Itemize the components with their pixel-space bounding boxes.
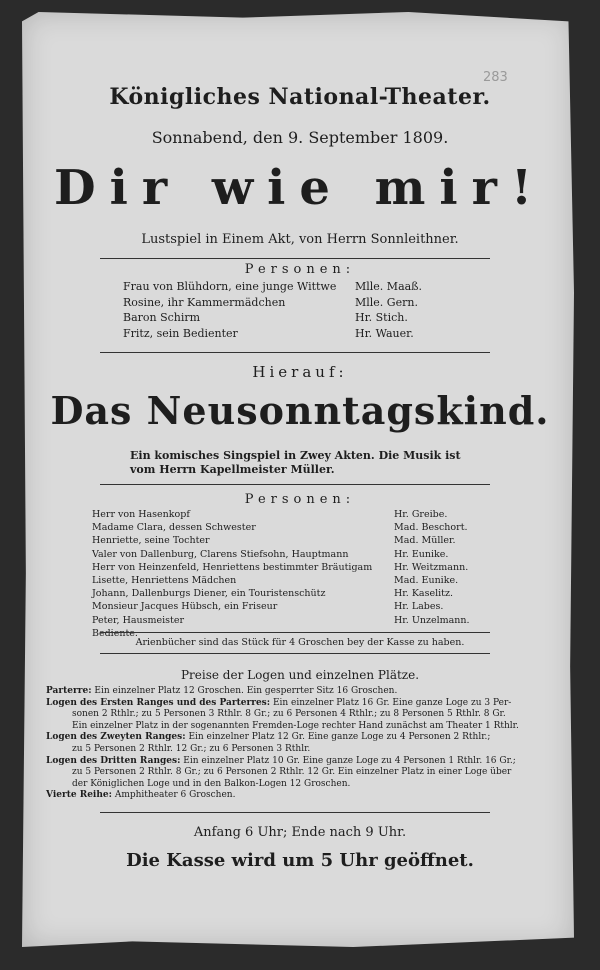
prices-title: Preise der Logen und einzelnen Plätze. [180,668,420,682]
cast-role: Johann, Dallenburgs Diener, ein Touristenschütz [92,588,326,600]
play1-cast-list [123,280,463,342]
divider [100,653,490,654]
cast-role: Fritz, sein Bedienter [123,326,238,340]
cast-actor: Hr. Greibe. [394,509,448,520]
cast-actor: Mlle. Gern. [355,295,418,309]
price-line [46,744,546,756]
play1-personen-heading: Personen: [244,262,356,277]
price-label: Logen des Dritten Ranges: [46,755,181,766]
price-text: zu 5 Personen 2 Rthlr. 8 Gr.; zu 6 Personen 2 Rthlr. 12 Gr. Ein einzelner Platz in einer Loge über [72,767,512,778]
price-line [46,767,546,779]
playbill-sheet [22,12,574,947]
cast-actor: Hr. Stich. [355,311,408,324]
price-text: der Königlichen Loge und in den Balkon-Logen 12 Groschen. [72,778,351,789]
cast-actor: Hr. Kaselitz. [394,588,453,600]
price-text: Ein einzelner Platz in der sogenannten Fremden-Loge rechter Hand zunächst am Theater 1 Rthlr. [72,720,519,731]
price-label: Vierte Reihe: [46,790,112,801]
divider [100,812,490,813]
cast-row [92,615,502,628]
price-text: Amphitheater 6 Groschen. [114,790,236,801]
cast-row [92,588,502,601]
cast-role: Rosine, ihr Kammermädchen [123,295,286,309]
cast-row [92,562,502,575]
price-line [46,698,546,710]
cast-actor: Mad. Beschort. [394,522,468,534]
cast-actor: Hr. Labes. [394,601,444,613]
cast-row [123,296,463,312]
play1-title: Dir wie mir! [53,160,547,216]
price-label: Parterre: [46,686,92,696]
box-office-opening: Die Kasse wird um 5 Uhr geöffnet. [126,850,474,871]
cast-row [123,327,463,343]
cast-row [92,509,502,522]
theatre-name: Königliches National-Theater. [109,84,491,110]
start-end-times: Anfang 6 Uhr; Ende nach 9 Uhr. [193,825,407,840]
price-line [46,790,546,802]
price-line [46,756,546,768]
cast-role: Valer von Dallenburg, Clarens Stiefsohn, Hauptmann [92,548,349,560]
play2-personen-heading: Personen: [244,492,356,507]
cast-actor: Mlle. Maaß. [355,280,423,293]
price-line [46,686,546,698]
cast-actor: Hr. Wauer. [355,326,414,340]
price-line [46,709,546,721]
cast-actor: Mad. Müller. [394,535,456,547]
play2-title: Das Neusonntagskind. [50,388,550,433]
performance-date: Sonnabend, den 9. September 1809. [151,128,449,147]
cast-row [92,575,502,588]
cast-row [92,522,502,535]
price-label: Logen des Zweyten Ranges: [46,732,186,743]
price-text: sonen 2 Rthlr.; zu 5 Personen 3 Rthlr. 8 Gr.; zu 6 Personen 4 Rthlr.; zu 8 Personen 5 Rthlr. 8 Gr. [72,709,506,720]
cast-role: Monsieur Jacques Hübsch, ein Friseur [92,601,278,613]
price-line [46,732,546,744]
price-list [46,686,546,802]
cast-actor: Hr. Weitzmann. [394,561,469,573]
play1-subtitle: Lustspiel in Einem Akt, von Herrn Sonnleithner. [141,232,459,247]
divider [100,258,490,259]
cast-role: Baron Schirm [123,311,201,324]
price-text: zu 5 Personen 2 Rthlr. 12 Gr.; zu 6 Personen 3 Rthlr. [72,743,311,754]
cast-role: Madame Clara, dessen Schwester [92,522,256,534]
price-text: Ein einzelner Platz 10 Gr. Eine ganze Loge zu 4 Personen 1 Rthlr. 16 Gr.; [183,755,516,766]
cast-role: Frau von Blühdorn, eine junge Wittwe [123,280,337,293]
cast-row [123,280,463,296]
cast-role: Peter, Hausmeister [92,614,185,626]
play2-cast-list [92,509,502,641]
price-text: Ein einzelner Platz 12 Groschen. Ein gesperrter Sitz 16 Groschen. [94,686,398,696]
divider [100,484,490,485]
cast-row [92,535,502,548]
cast-actor: Hr. Unzelmann. [394,614,470,626]
archive-stamp: 283 [483,70,508,85]
cast-row [92,601,502,614]
price-text: Ein einzelner Platz 12 Gr. Eine ganze Loge zu 4 Personen 2 Rthlr.; [188,732,491,743]
hierauf-label: Hierauf: [252,363,348,381]
cast-role: Henriette, seine Tochter [92,535,210,547]
price-label: Logen des Ersten Ranges und des Parterres: [46,697,271,708]
cast-actor: Mad. Eunike. [394,574,459,586]
cast-role: Bediente. [92,627,138,639]
cast-actor: Hr. Eunike. [394,548,449,560]
divider [100,632,490,633]
cast-row [123,311,463,327]
cast-role: Herr von Hasenkopf [92,509,190,520]
price-line [46,779,546,791]
price-line [46,721,546,733]
divider [100,352,490,353]
libretto-note: Arienbücher sind das Stück für 4 Groschen bey der Kasse zu haben. [135,637,465,648]
price-text: Ein einzelner Platz 16 Gr. Eine ganze Loge zu 3 Per- [272,697,512,708]
cast-row [92,549,502,562]
cast-role: Herr von Heinzenfeld, Henriettens bestimmter Bräutigam [92,561,373,573]
cast-role: Lisette, Henriettens Mädchen [92,574,237,586]
play2-subtitle: Ein komisches Singspiel in Zwey Akten. Die Musik ist vom Herrn Kapellmeister Müller. [130,449,461,476]
